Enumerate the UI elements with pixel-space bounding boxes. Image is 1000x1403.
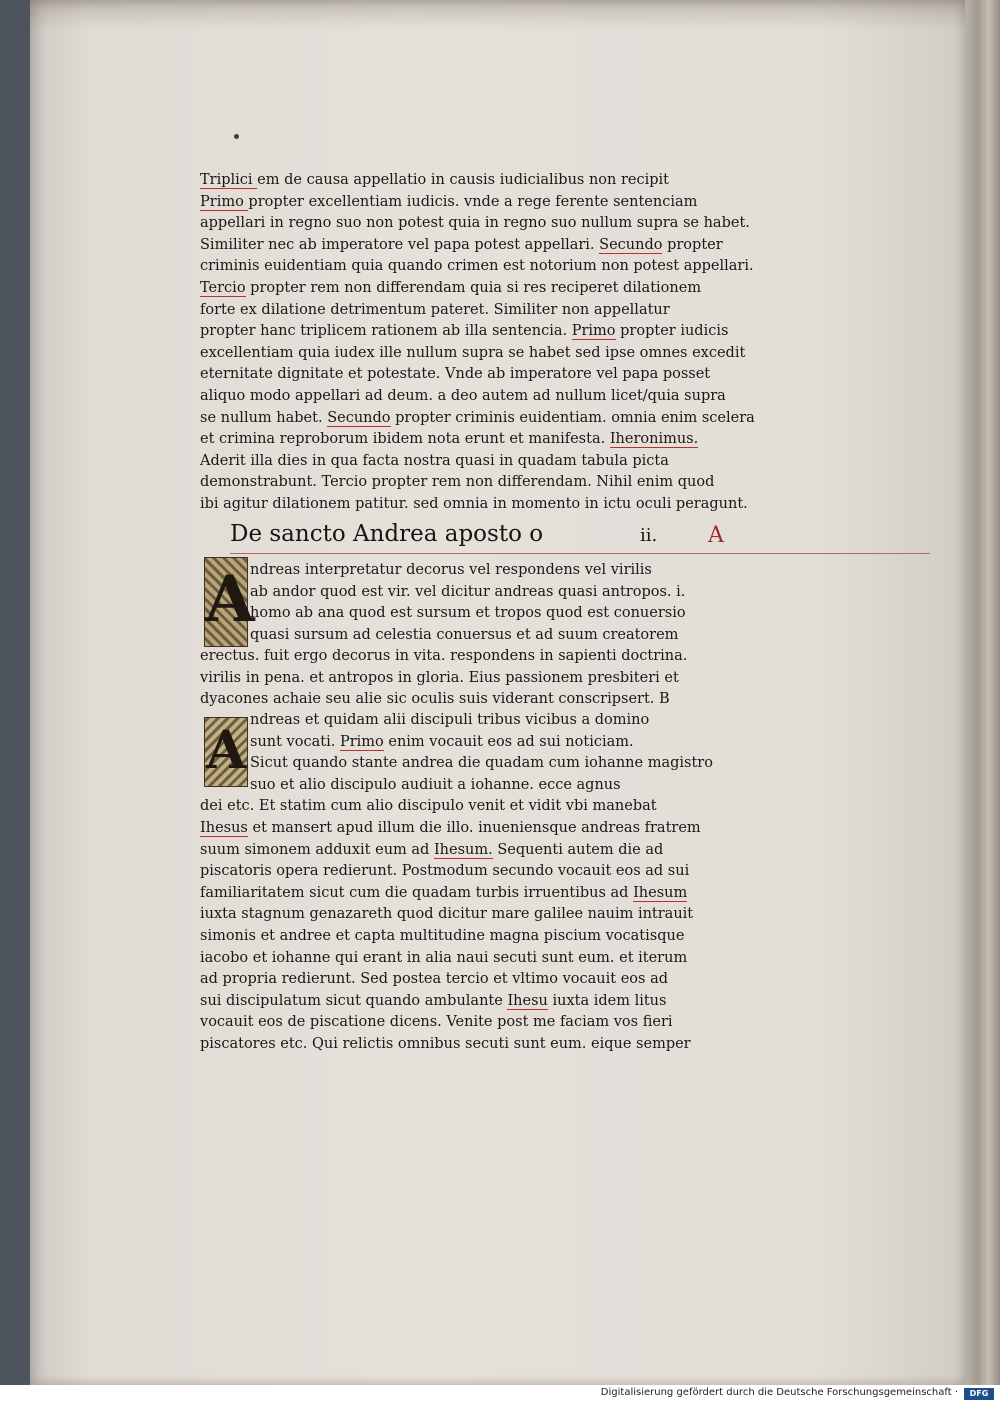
text-line <box>200 384 726 408</box>
chapter-marker: A <box>708 523 724 548</box>
text-line <box>200 233 723 257</box>
text-segment: sui discipulatum sicut quando ambulante <box>200 992 508 1009</box>
text-segment: quasi sursum ad celestia conuersus et ad suum creatorem <box>250 626 679 643</box>
text-line <box>200 276 701 300</box>
text-segment: demonstrabunt. Tercio propter rem non differendam. Nihil enim quod <box>200 474 715 491</box>
footer-credit: Digitalisierung gefördert durch die Deutsche Forschungsgemeinschaft · <box>600 1387 958 1398</box>
rubricated-word: Secundo <box>599 236 663 253</box>
text-line <box>200 211 750 235</box>
text-line <box>200 816 701 840</box>
text-segment: Sicut quando stante andrea die quadam cum iohanne magistro <box>250 755 713 772</box>
text-segment: Sequenti autem die ad <box>492 841 664 858</box>
text-line <box>200 967 668 991</box>
rubricated-word: Ihesum <box>633 884 688 901</box>
text-segment: ndreas et quidam alii discipuli tribus vicibus a domino <box>250 712 650 728</box>
text-segment: piscatoris opera redierunt. Postmodum secundo vocauit eos ad sui <box>200 863 690 880</box>
text-line <box>200 298 670 322</box>
rubricated-word: Primo <box>200 193 249 210</box>
text-segment: Aderit illa dies in qua facta nostra quasi in quadam tabula picta <box>200 452 669 469</box>
text-segment: propter hanc triplicem rationem ab illa sentencia. <box>200 323 572 340</box>
text-segment: em de causa appellatio in causis iudicialibus non recipit <box>257 172 669 188</box>
text-segment: simonis et andree et capta multitudine magna piscium vocatisque <box>200 928 685 944</box>
ink-dot <box>234 134 239 139</box>
dfg-logo: DFG <box>964 1388 994 1400</box>
text-line <box>250 623 678 647</box>
text-segment: dei etc. Et statim cum alio discipulo venit et vidit vbi manebat <box>200 798 657 815</box>
text-segment: sunt vocati. <box>250 733 340 750</box>
rubricated-word: Ihesu <box>507 992 548 1009</box>
chapter-heading <box>230 521 930 554</box>
chapter-title: De sancto Andrea aposto o <box>230 521 544 547</box>
text-segment: propter criminis euidentiam. omnia enim scelera <box>390 409 755 426</box>
text-segment: iuxta stagnum genazareth quod dicitur mare galilee nauim intrauit <box>200 906 694 923</box>
text-line <box>200 794 657 818</box>
text-line <box>200 838 663 862</box>
text-segment: vocauit eos de piscatione dicens. Venite post me faciam vos fieri <box>200 1014 673 1031</box>
text-segment: enim vocauit eos ad sui noticiam. <box>383 733 634 750</box>
page-shadow <box>30 0 965 30</box>
text-segment: virilis in pena. et antropos in gloria. Eius passionem presbiteri et <box>200 669 679 686</box>
text-line <box>200 254 754 278</box>
chapter-number: ii. <box>640 525 658 546</box>
text-segment: suum simonem adduxit eum ad <box>200 841 434 858</box>
text-line <box>200 470 714 494</box>
text-segment: iuxta idem litus <box>547 992 667 1009</box>
text-segment: et mansert apud illum die illo. inueniensque andreas fratrem <box>247 820 701 836</box>
text-segment: propter <box>662 236 723 253</box>
text-segment: se nullum habet. <box>200 409 328 426</box>
text-segment: et crimina reproborum ibidem nota erunt et manifesta. <box>200 431 610 448</box>
text-line <box>200 666 679 690</box>
text-line <box>200 362 710 386</box>
text-segment: propter rem non differendam quia si res reciperet dilationem <box>245 280 702 296</box>
text-line <box>200 319 728 343</box>
text-line <box>200 881 687 905</box>
text-segment: criminis euidentiam quia quando crimen est notorium non potest appellari. <box>200 258 754 275</box>
text-segment: propter iudicis <box>615 323 729 340</box>
text-segment: appellari in regno suo non potest quia in regno suo nullum supra se habet. <box>200 215 750 232</box>
text-segment: eternitate dignitate et potestate. Vnde ab imperatore vel papa posset <box>200 366 711 383</box>
text-line <box>250 708 649 732</box>
rubricated-word: Tercio <box>200 280 246 296</box>
text-segment: homo ab ana quod est sursum et tropos quod est conuersio <box>250 605 686 621</box>
footer-bar <box>0 1385 1000 1403</box>
text-segment: erectus. fuit ergo decorus in vita. respondens in sapienti doctrina. <box>200 648 688 664</box>
text-line <box>200 924 684 948</box>
text-segment: suo et alio discipulo audiuit a iohanne. ecce agnus <box>250 776 621 793</box>
text-segment: ndreas interpretatur decorus vel respondens vel virilis <box>250 562 652 578</box>
text-line <box>200 989 666 1013</box>
text-line <box>200 1010 673 1034</box>
text-segment: excellentiam quia iudex ille nullum supra se habet sed ipse omnes excedit <box>200 344 746 361</box>
text-segment: ad propria redierunt. Sed postea tercio et vltimo vocauit eos ad <box>200 971 668 988</box>
text-line <box>250 601 686 625</box>
text-line <box>200 859 689 883</box>
text-segment: Similiter nec ab imperatore vel papa potest appellari. <box>200 236 600 253</box>
text-line <box>250 580 685 604</box>
rubricated-word: Primo <box>571 323 616 340</box>
text-segment: familiaritatem sicut cum die quadam turbis irruentibus ad <box>200 884 634 901</box>
text-line <box>200 427 698 451</box>
rubricated-word: Ihesum. <box>433 841 493 858</box>
text-segment: iacobo et iohanne qui erant in alia naui secuti sunt eum. et iterum <box>200 949 688 966</box>
rubricated-word: Iheronimus. <box>609 431 699 448</box>
text-line <box>200 406 755 430</box>
text-segment: piscatores etc. Qui relictis omnibus secuti sunt eum. eique semper <box>200 1036 691 1052</box>
rubricated-word: Secundo <box>327 409 391 426</box>
text-line <box>200 190 697 214</box>
text-segment: forte ex dilatione detrimentum pateret. Similiter non appellatur <box>200 301 670 318</box>
decorated-initial-2: A <box>204 717 248 787</box>
text-line <box>250 730 634 754</box>
rubricated-word: Triplici <box>200 172 258 188</box>
text-segment: ab andor quod est vir. vel dicitur andreas quasi antropos. i. <box>250 583 686 600</box>
rubricated-word: Primo <box>339 733 384 750</box>
text-line <box>200 902 693 926</box>
text-line <box>250 558 652 582</box>
text-line <box>200 1032 691 1056</box>
text-line <box>200 168 669 192</box>
text-segment: dyacones achaie seu alie sic oculis suis viderant conscripsert. B <box>200 691 670 707</box>
text-segment: ibi agitur dilationem patitur. sed omnia in momento in ictu oculi peragunt. <box>200 496 748 512</box>
decorated-initial-1: A <box>204 557 248 647</box>
text-line <box>200 341 745 365</box>
text-segment: aliquo modo appellari ad deum. a deo autem ad nullum licet/quia supra <box>200 388 726 404</box>
text-line <box>200 946 687 970</box>
text-segment: propter excellentiam iudicis. vnde a rege ferente sentenciam <box>248 193 698 210</box>
rubricated-word: Ihesus <box>200 820 248 836</box>
text-line <box>200 644 687 668</box>
text-line <box>250 773 621 797</box>
text-line <box>200 492 748 516</box>
text-line <box>250 751 713 775</box>
text-line <box>200 449 669 473</box>
